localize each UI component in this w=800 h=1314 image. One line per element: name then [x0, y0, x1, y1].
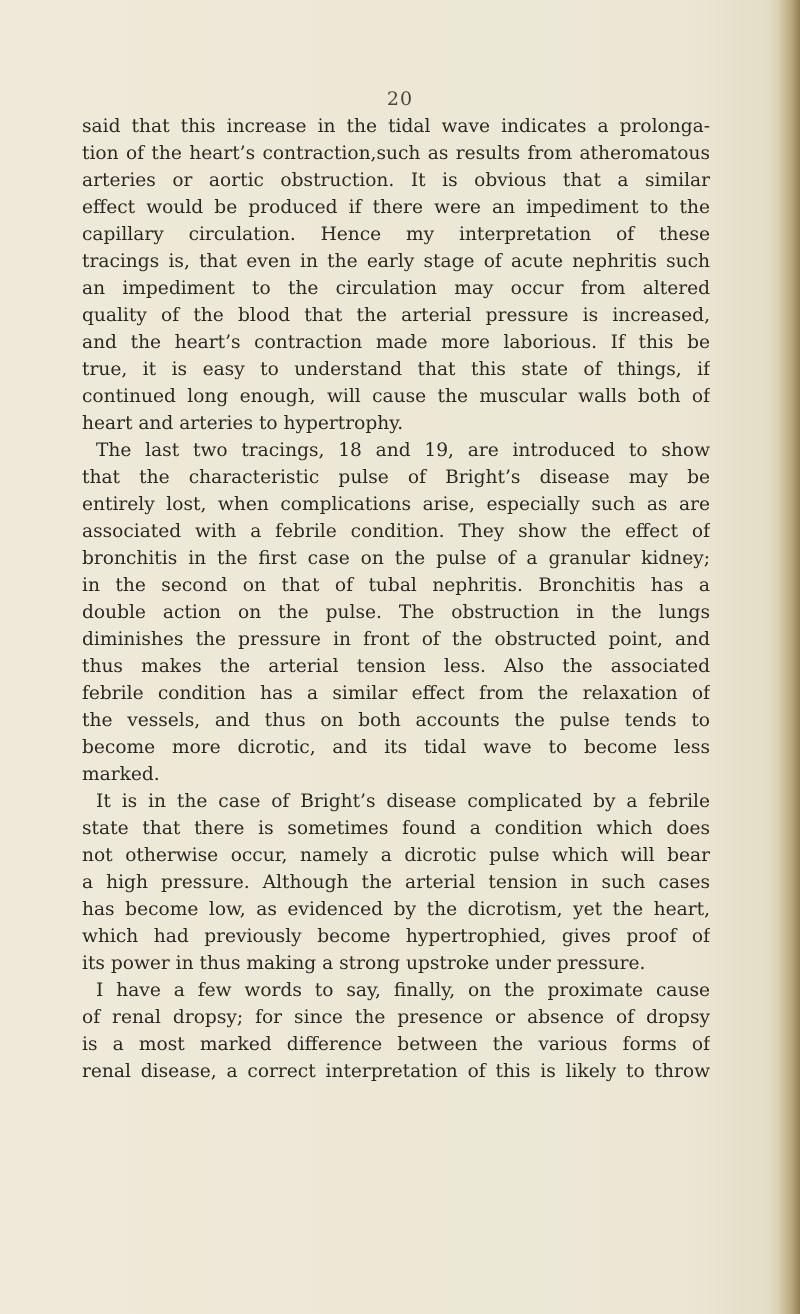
text-line: capillary circulation. Hence my interpretation of these — [82, 224, 710, 245]
text-line: The last two tracings, 18 and 19, are introduced to show — [96, 440, 710, 461]
text-line: arteries or aortic obstruction. It is obvious that a similar — [82, 170, 710, 191]
text-line: is a most marked difference between the various forms of — [82, 1034, 710, 1055]
text-line: It is in the case of Bright’s disease complicated by a febrile — [96, 791, 710, 812]
text-line: an impediment to the circulation may occur from altered — [82, 278, 710, 299]
text-line: become more dicrotic, and its tidal wave to become less — [82, 737, 710, 758]
text-line: entirely lost, when complications arise, especially such as are — [82, 494, 710, 515]
text-line: tracings is, that even in the early stage of acute nephritis such — [82, 251, 710, 272]
text-line: its power in thus making a strong upstroke under pressure. — [82, 953, 646, 974]
page-number: 20 — [386, 88, 414, 110]
text-line: associated with a febrile condition. They show the effect of — [82, 521, 710, 542]
text-line: has become low, as evidenced by the dicrotism, yet the heart, — [82, 899, 710, 920]
text-line: effect would be produced if there were an impediment to the — [82, 197, 710, 218]
text-line: said that this increase in the tidal wave indicates a prolonga- — [82, 116, 710, 137]
text-line: heart and arteries to hypertrophy. — [82, 413, 404, 434]
text-line: febrile condition has a similar effect from the relaxation of — [82, 683, 710, 704]
text-line: in the second on that of tubal nephritis. Bronchitis has a — [82, 575, 710, 596]
text-line: quality of the blood that the arterial pressure is increased, — [82, 305, 710, 326]
text-line: tion of the heart’s contraction,such as results from atheromatous — [82, 143, 710, 164]
text-line: double action on the pulse. The obstruction in the lungs — [82, 602, 710, 623]
text-line: state that there is sometimes found a condition which does — [82, 818, 710, 839]
body-text — [82, 113, 710, 1085]
text-line: diminishes the pressure in front of the obstructed point, and — [82, 629, 710, 650]
text-line: continued long enough, will cause the muscular walls both of — [82, 386, 710, 407]
text-line: I have a few words to say, finally, on the proximate cause — [96, 980, 710, 1001]
text-line: which had previously become hypertrophied, gives proof of — [82, 926, 710, 947]
text-line: the vessels, and thus on both accounts the pulse tends to — [82, 710, 710, 731]
text-line: renal disease, a correct interpretation of this is likely to throw — [82, 1061, 710, 1082]
text-line: not otherwise occur, namely a dicrotic pulse which will bear — [82, 845, 710, 866]
text-line: a high pressure. Although the arterial tension in such cases — [82, 872, 710, 893]
text-line: true, it is easy to understand that this state of things, if — [82, 359, 710, 380]
text-line: and the heart’s contraction made more laborious. If this be — [82, 332, 710, 353]
text-line: thus makes the arterial tension less. Also the associated — [82, 656, 710, 677]
text-line: that the characteristic pulse of Bright’s disease may be — [82, 467, 710, 488]
text-line: marked. — [82, 764, 160, 785]
text-line: of renal dropsy; for since the presence or absence of dropsy — [82, 1007, 710, 1028]
text-line: bronchitis in the first case on the pulse of a granular kidney; — [82, 548, 710, 569]
page-edge-shadow — [778, 0, 800, 1314]
